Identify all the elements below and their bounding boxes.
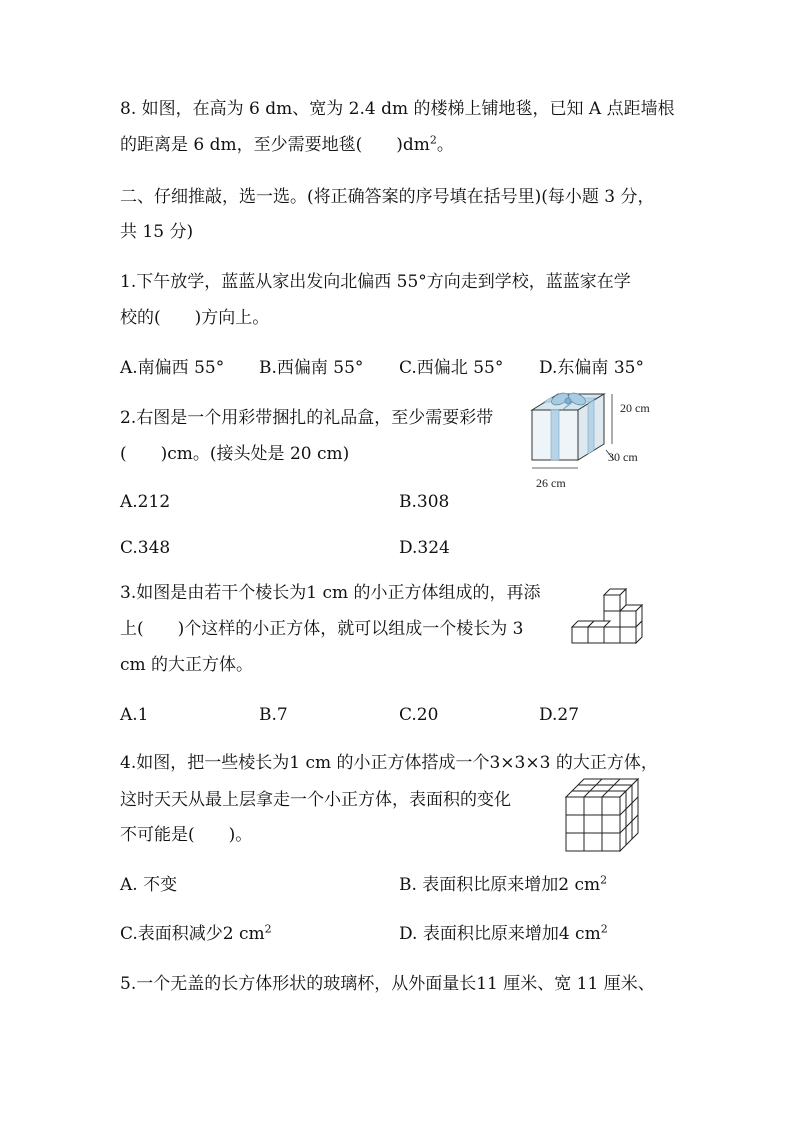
q1-option-b: B.西偏南 55°	[259, 358, 364, 378]
q1-line1: 1.下午放学，蓝蓝从家出发向北偏西 55°方向走到学校，蓝蓝家在学	[120, 272, 631, 292]
q5-line1: 5.一个无盖的长方体形状的玻璃杯，从外面量长11 厘米、宽 11 厘米、	[120, 974, 655, 994]
q3-line3: cm 的大正方体。	[120, 655, 254, 675]
big-cube-figure	[564, 777, 644, 853]
small-cubes-figure	[570, 585, 650, 649]
q2-option-a: A.212	[120, 492, 171, 512]
q2-line1: 2.右图是一个用彩带捆扎的礼品盒，至少需要彩带	[120, 408, 494, 428]
q1-option-d: D.东偏南 35°	[539, 358, 644, 378]
q4-option-c-text: C.表面积减少2 cm	[120, 924, 265, 944]
q3-option-a: A.1	[120, 705, 149, 725]
q8-unit-sup: 2	[429, 133, 437, 147]
q4-option-b-sup: 2	[600, 873, 608, 887]
q4-option-a	[120, 874, 177, 896]
gift-box-depth-label: 30 cm	[608, 450, 638, 464]
q8-line2-end: 。	[436, 135, 454, 155]
q8-line1: 8. 如图，在高为 6 dm、宽为 2.4 dm 的楼梯上铺地毯，已知 A 点距墙根	[120, 99, 675, 119]
q4-option-d-text: D. 表面积比原来增加4 cm	[399, 924, 601, 944]
q1-option-a: A.南偏西 55°	[120, 358, 225, 378]
section-heading-line2: 共 15 分)	[120, 222, 194, 242]
q4-line2: 这时天天从最上层拿走一个小正方体，表面积的变化	[120, 790, 511, 810]
q3-line1: 3.如图是由若干个棱长为1 cm 的小正方体组成的，再添	[120, 583, 541, 603]
q4-option-d	[399, 923, 608, 945]
q3-option-c: C.20	[399, 705, 439, 725]
q3-option-d: D.27	[539, 705, 580, 725]
q4-option-b	[399, 874, 607, 896]
q3-option-b: B.7	[259, 705, 288, 725]
q4-option-a-text: A. 不变	[120, 875, 178, 895]
q4-option-c	[120, 923, 272, 945]
q8-line2-text: 的距离是 6 dm，至少需要地毯( )dm	[120, 135, 430, 155]
q1-line2: 校的( )方向上。	[120, 308, 270, 328]
q8-line2	[120, 134, 454, 156]
q4-line3: 不可能是( )。	[120, 825, 253, 845]
gift-box-figure	[524, 388, 664, 496]
section-heading-line1: 二、仔细推敲，选一选。(将正确答案的序号填在括号里)(每小题 3 分，	[120, 187, 655, 207]
q2-line2: ( )cm。(接头处是 20 cm)	[120, 444, 350, 464]
q2-option-d: D.324	[399, 538, 450, 558]
q4-option-d-sup: 2	[600, 922, 608, 936]
q4-line1: 4.如图，把一些棱长为1 cm 的小正方体搭成一个3×3×3 的大正方体，	[120, 753, 658, 773]
gift-box-height-label: 20 cm	[620, 401, 650, 415]
q2-option-b: B.308	[399, 492, 450, 512]
q1-option-c: C.西偏北 55°	[399, 358, 504, 378]
q2-option-c: C.348	[120, 538, 171, 558]
q3-line2: 上( )个这样的小正方体，就可以组成一个棱长为 3	[120, 619, 524, 639]
q4-option-c-sup: 2	[264, 922, 272, 936]
q4-option-b-text: B. 表面积比原来增加2 cm	[399, 875, 601, 895]
gift-box-width-label: 26 cm	[536, 476, 566, 490]
